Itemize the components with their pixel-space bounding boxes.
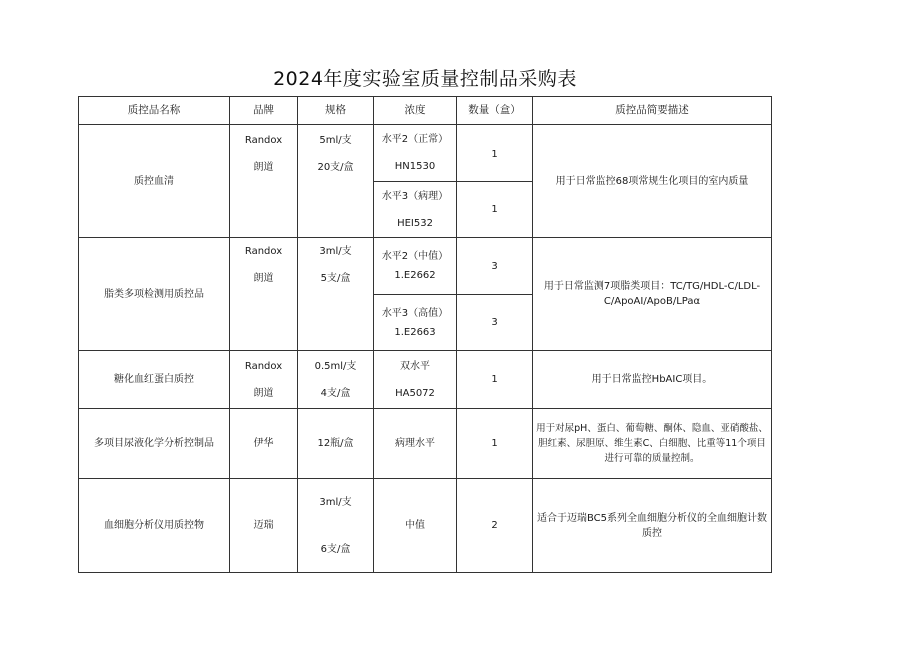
header-level: 浓度 bbox=[374, 97, 457, 125]
item-name-cell: 脂类多项检测用质控品 bbox=[79, 238, 230, 351]
qty-cell: 1 bbox=[457, 182, 533, 238]
desc-cell: 用于日常监控HbAIC项目。 bbox=[533, 351, 772, 409]
spec-cell: 12瓶/盒 bbox=[298, 409, 374, 479]
level-cell: 中值 bbox=[374, 479, 457, 573]
item-name-cell: 糖化血红蛋白质控 bbox=[79, 351, 230, 409]
item-name-cell: 血细胞分析仪用质控物 bbox=[79, 479, 230, 573]
level-cell: 双水平 HA5072 bbox=[374, 351, 457, 409]
desc-cell: 用于日常监测7项脂类项目：TC/TG/HDL-C/LDL-C/ApoAI/ApoB/LPaα bbox=[533, 238, 772, 351]
header-row bbox=[79, 97, 772, 125]
header-name: 质控品名称 bbox=[79, 97, 230, 125]
table-row bbox=[79, 479, 772, 573]
spec-cell: 3ml/支 6支/盒 bbox=[298, 479, 374, 573]
level-cell: 水平2（中值） 1.E2662 bbox=[374, 238, 457, 295]
qty-cell: 1 bbox=[457, 409, 533, 479]
spec-cell: 0.5ml/支 4支/盒 bbox=[298, 351, 374, 409]
qty-cell: 3 bbox=[457, 238, 533, 295]
qty-cell: 2 bbox=[457, 479, 533, 573]
table-row bbox=[79, 125, 772, 182]
item-name-cell: 多项目尿液化学分析控制品 bbox=[79, 409, 230, 479]
header-qty: 数量（盒） bbox=[457, 97, 533, 125]
qty-cell: 1 bbox=[457, 351, 533, 409]
level-cell: 水平3（病理） HEI532 bbox=[374, 182, 457, 238]
table-row bbox=[79, 409, 772, 479]
level-cell: 水平3（高值） 1.E2663 bbox=[374, 295, 457, 351]
header-desc: 质控品简要描述 bbox=[533, 97, 772, 125]
desc-cell: 用于日常监控68项常规生化项目的室内质量 bbox=[533, 125, 772, 238]
brand-cell: Randox 朗道 bbox=[230, 351, 298, 409]
header-spec: 规格 bbox=[298, 97, 374, 125]
brand-cell: 迈瑞 bbox=[230, 479, 298, 573]
desc-cell: 用于对尿pH、蛋白、葡萄糖、酮体、隐血、亚硝酸盐、胆红素、尿胆原、维生素C、白细胞、比重等11个项目进行可靠的质量控制。 bbox=[533, 409, 772, 479]
spec-cell: 3ml/支 5支/盒 bbox=[298, 238, 374, 351]
brand-cell: Randox 朗道 bbox=[230, 238, 298, 351]
spec-cell: 5ml/支 20支/盒 bbox=[298, 125, 374, 238]
header-brand: 品牌 bbox=[230, 97, 298, 125]
brand-cell: Randox 朗道 bbox=[230, 125, 298, 238]
level-cell: 水平2（正常） HN1530 bbox=[374, 125, 457, 182]
document-title: 2024年度实验室质量控制品采购表 bbox=[273, 68, 577, 90]
qty-cell: 3 bbox=[457, 295, 533, 351]
table-row bbox=[79, 238, 772, 295]
level-cell: 病理水平 bbox=[374, 409, 457, 479]
qty-cell: 1 bbox=[457, 125, 533, 182]
table-row bbox=[79, 351, 772, 409]
procurement-table bbox=[78, 96, 772, 573]
brand-cell: 伊华 bbox=[230, 409, 298, 479]
item-name-cell: 质控血清 bbox=[79, 125, 230, 238]
desc-cell: 适合于迈瑞BC5系列全血细胞分析仪的全血细胞计数质控 bbox=[533, 479, 772, 573]
